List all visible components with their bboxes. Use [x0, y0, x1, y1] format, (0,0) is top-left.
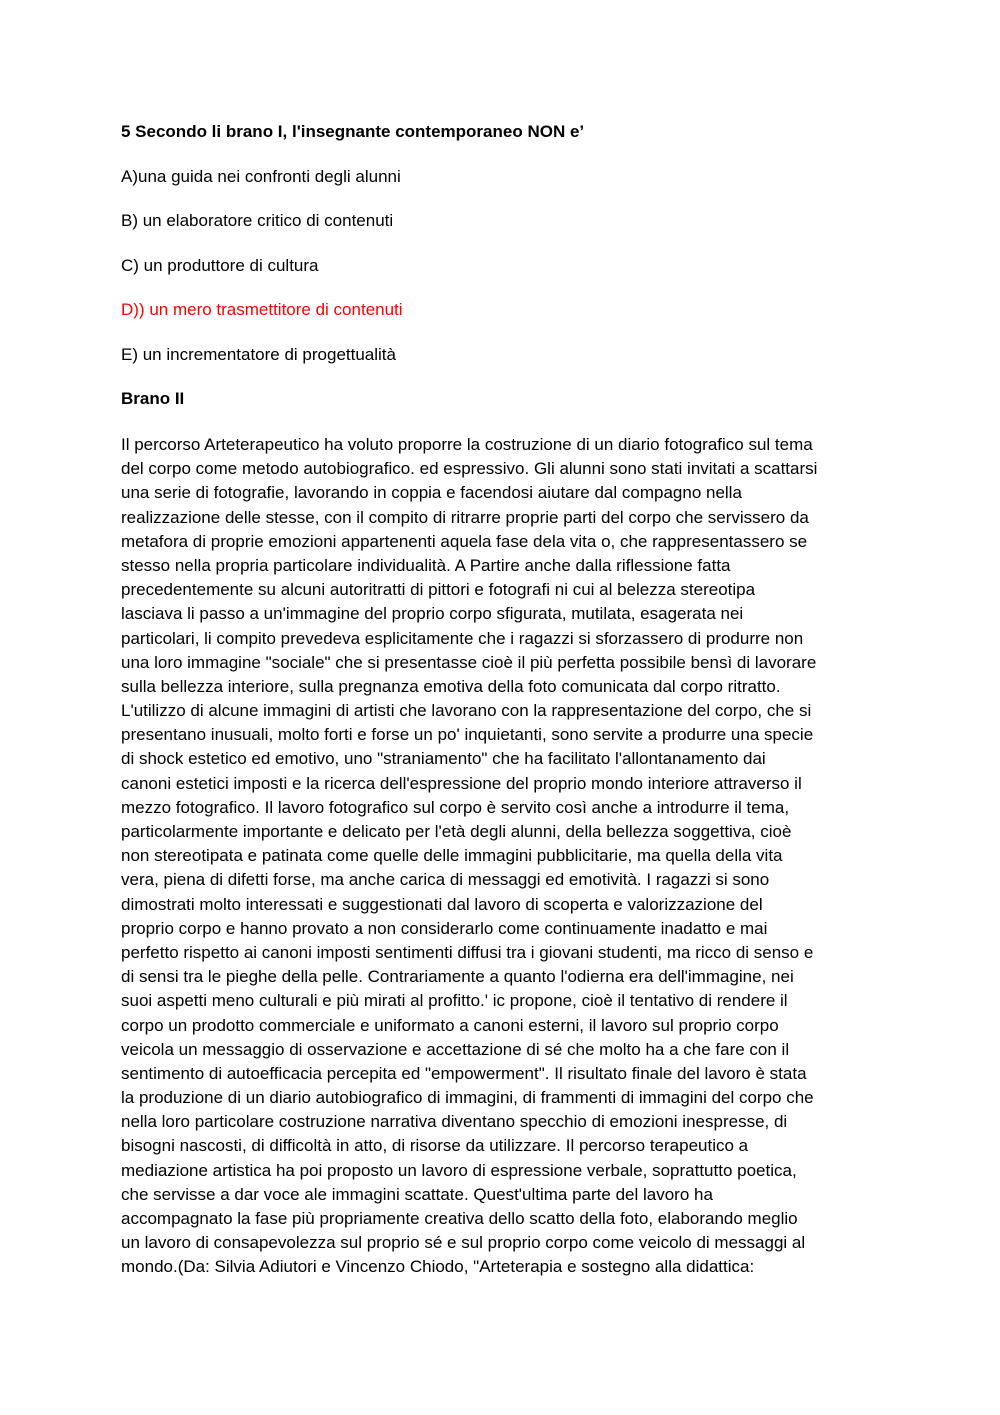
passage-line: perfetto rispetto ai canoni imposti sentimenti diffusi tra i giovani studenti, ma ricco di senso e	[121, 942, 814, 962]
passage-line: bisogni nascosti, di difficoltà in atto, di risorse da utilizzare. Il percorso terapeutico a	[121, 1136, 749, 1156]
passage-line: dimostrati molto interessati e suggestionati dal lavoro di scoperta e valorizzazione del	[121, 894, 763, 914]
passage-line: non stereotipata e patinata come quelle delle immagini pubblicitarie, ma quella della vita	[121, 846, 783, 866]
passage-line: di shock estetico ed emotivo, uno "straniamento" che ha facilitato l'allontanamento dai	[121, 749, 766, 769]
passage-line: accompagnato la fase più propriamente creativa dello scatto della foto, elaborando meglio	[121, 1209, 798, 1228]
passage-line: mondo.(Da: Silvia Adiutori e Vincenzo Chiodo, "Arteterapia e sostegno alla didattica:	[121, 1257, 755, 1277]
passage-line: presentano inusuali, molto forti e forse un po' inquietanti, sono servite a produrre una specie	[121, 725, 814, 745]
question-title: 5 Secondo li brano I, l'insegnante contemporaneo NON e’	[121, 122, 585, 141]
passage-line: veicola un messaggio di osservazione e accettazione di sé che molto ha a che fare con il	[121, 1039, 790, 1059]
passage-line: precedentemente su alcuni autoritratti di pittori e fotografi ni cui al belezza stereotipa	[121, 580, 756, 600]
passage-line: particolari, li compito prevedeva esplicitamente che i ragazzi si sforzassero di produrre non	[121, 628, 804, 648]
passage-line: mezzo fotografico. Il lavoro fotografico sul corpo è servito così anche a introdurre il tema,	[121, 797, 790, 817]
answer-option-b: B) un elaboratore critico di contenuti	[121, 211, 394, 230]
passage-line: corpo un prodotto commerciale e uniformato a canoni esterni, il lavoro sul proprio corpo	[121, 1015, 779, 1035]
passage-line: Il percorso Arteterapeutico ha voluto proporre la costruzione di un diario fotografico sul tema	[121, 435, 813, 454]
passage-line: la produzione di un diario autobiografico di immagini, di frammenti di immagini del corpo che	[121, 1088, 814, 1108]
passage-line: mediazione artistica ha poi proposto un lavoro di espressione verbale, soprattutto poetica,	[121, 1160, 797, 1180]
passage-line: metafora di proprie emozioni appartenenti aquela fase dela vita o, che rappresentassero se	[121, 531, 808, 551]
passage-text	[121, 433, 891, 1280]
passage-line: proprio corpo e hanno provato a non considerarlo come continuamente inadatto e mai	[121, 918, 768, 938]
passage-line: sulla bellezza interiore, sulla pregnanza emotiva della foto comunicata dal corpo ritratto.	[121, 676, 781, 696]
answer-option-c: C) un produttore di cultura	[121, 256, 319, 275]
passage-line: suoi aspetti meno culturali e più mirati al profitto.' ic propone, cioè il tentativo di rendere il	[121, 991, 788, 1011]
section-heading: Brano II	[121, 389, 185, 408]
passage-line: una serie di fotografie, lavorando in coppia e facendosi aiutare dal compagno nella	[121, 483, 742, 503]
passage-line: lasciava li passo a un'immagine del proprio corpo sfigurata, mutilata, esagerata nei	[121, 604, 744, 624]
passage-line: vera, piena di difetti forse, ma anche carica di messaggi ed emotività. I ragazzi si sono	[121, 870, 770, 890]
passage-line: canoni estetici imposti e la ricerca dell'espressione del proprio mondo interiore attraverso il	[121, 773, 802, 793]
answer-option-e: E) un incrementatore di progettualità	[121, 345, 396, 364]
passage-line: di sensi tra le pieghe della pelle. Contrariamente a quanto l'odierna era dell'immagine, nei	[121, 967, 794, 987]
passage-line: del corpo come metodo autobiografico. ed espressivo. Gli alunni sono stati invitati a scattarsi	[121, 459, 818, 479]
passage-line: particolarmente importante e delicato per l'età degli alunni, della bellezza soggettiva, cioè	[121, 822, 792, 841]
passage-line: stesso nella propria particolare individualità. A Partire anche dalla riflessione fatta	[121, 555, 731, 575]
passage-line: realizzazione delle stesse, con il compito di ritrarre proprie parti del corpo che servissero da	[121, 507, 809, 527]
passage-line: sentimento di autoefficacia percepita ed "empowerment". Il risultato finale del lavoro è stata	[121, 1063, 807, 1083]
answer-option-a: A)una guida nei confronti degli alunni	[121, 167, 401, 186]
passage-line: nella loro particolare costruzione narrativa diventano specchio di emozioni inespresse, di	[121, 1112, 788, 1132]
passage-line: un lavoro di consapevolezza sul proprio sé e sul proprio corpo come veicolo di messaggi al	[121, 1233, 806, 1253]
answer-option-d-highlighted: D)) un mero trasmettitore di contenuti	[121, 300, 403, 319]
passage-line: L'utilizzo di alcune immagini di artisti che lavorano con la rappresentazione del corpo, che si	[121, 701, 812, 721]
passage-line: che servisse a dar voce ale immagini scattate. Quest'ultima parte del lavoro ha	[121, 1184, 713, 1204]
passage-line: una loro immagine "sociale" che si presentasse cioè il più perfetta possibile bensì di lavorare	[121, 652, 817, 672]
